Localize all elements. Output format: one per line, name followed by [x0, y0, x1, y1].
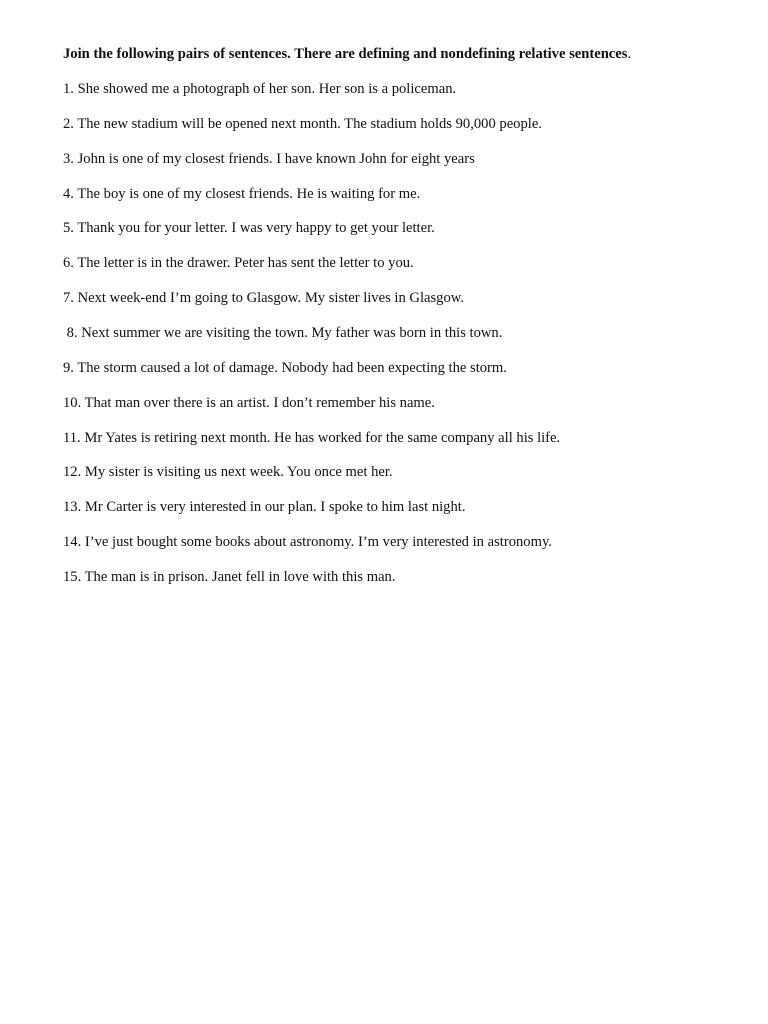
exercise-item: 2. The new stadium will be opened next month. The stadium holds 90,000 people. — [63, 115, 542, 132]
exercise-item: 13. Mr Carter is very interested in our plan. I spoke to him last night. — [63, 499, 466, 516]
exercise-item: 10. That man over there is an artist. I don’t remember his name. — [63, 394, 435, 411]
exercise-item: 5. Thank you for your letter. I was very happy to get your letter. — [63, 220, 435, 237]
exercise-item: 15. The man is in prison. Janet fell in love with this man. — [63, 569, 396, 586]
exercise-item: 3. John is one of my closest friends. I have known John for eight years — [63, 150, 475, 167]
exercise-item: 9. The storm caused a lot of damage. Nobody had been expecting the storm. — [63, 359, 507, 376]
heading-period: . — [627, 46, 632, 62]
exercise-item: 8. Next summer we are visiting the town. My father was born in this town. — [63, 325, 503, 342]
exercise-item: 12. My sister is visiting us next week. You once met her. — [63, 464, 393, 481]
instructions-heading — [63, 45, 631, 63]
heading-text: Join the following pairs of sentences. There are defining and nondefining relative sentences — [63, 46, 628, 62]
exercise-item: 7. Next week-end I’m going to Glasgow. My sister lives in Glasgow. — [63, 290, 464, 307]
exercise-item: 14. I’ve just bought some books about astronomy. I’m very interested in astronomy. — [63, 534, 552, 551]
exercise-item: 11. Mr Yates is retiring next month. He has worked for the same company all his life. — [63, 429, 561, 446]
exercise-item: 4. The boy is one of my closest friends. He is waiting for me. — [63, 185, 421, 202]
exercise-item: 6. The letter is in the drawer. Peter has sent the letter to you. — [63, 255, 414, 272]
exercise-item: 1. She showed me a photograph of her son. Her son is a policeman. — [63, 81, 457, 97]
